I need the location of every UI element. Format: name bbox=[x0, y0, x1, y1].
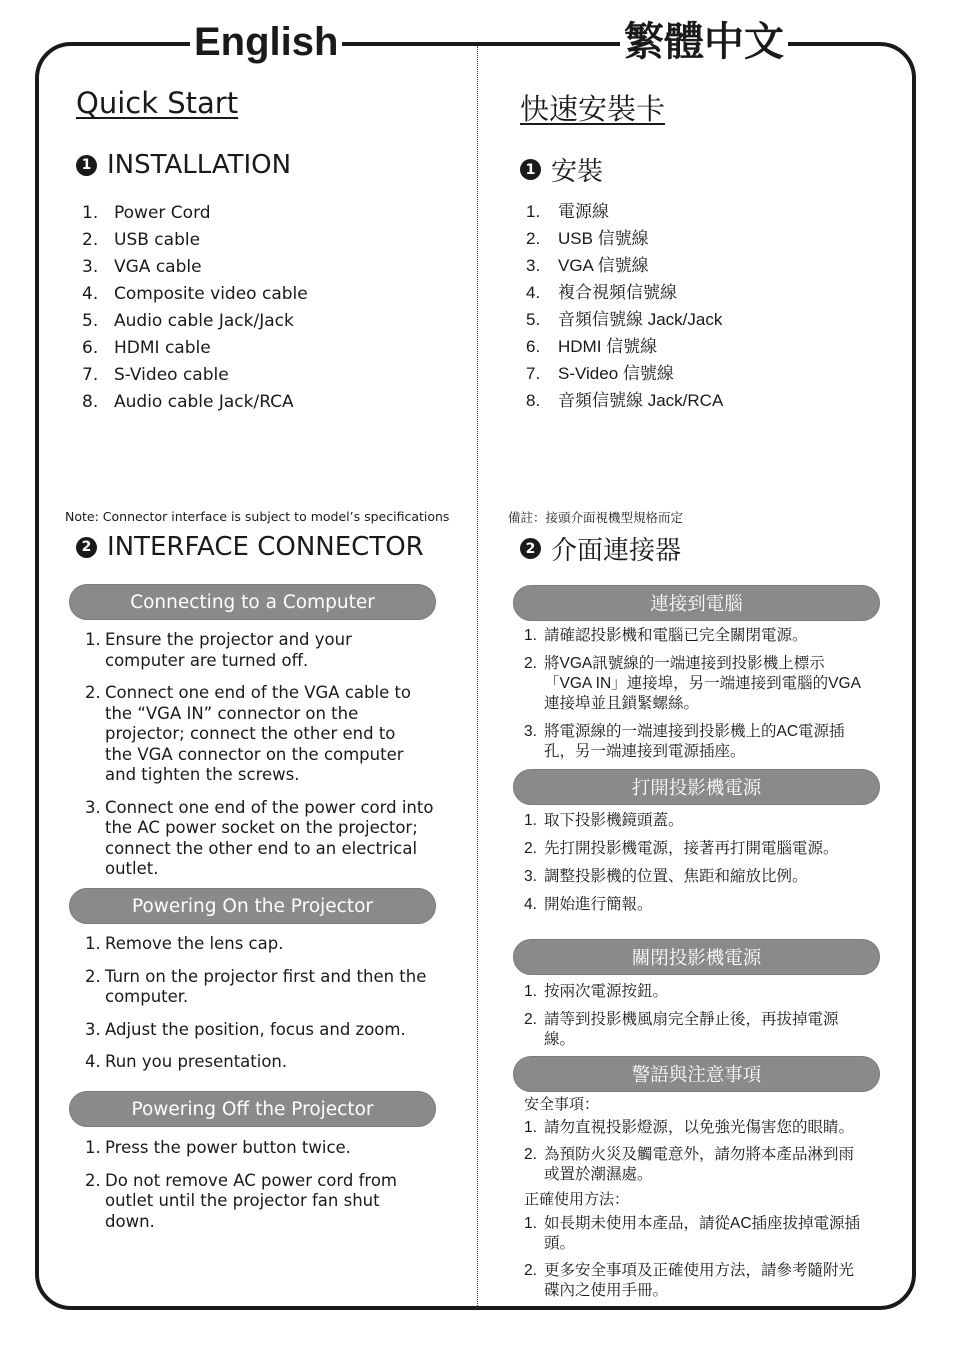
english-installation-list bbox=[82, 200, 308, 416]
list-item: 1. Remove the lens cap. bbox=[85, 934, 284, 953]
column-divider bbox=[477, 46, 478, 1308]
list-item: 8. 音頻信號線 Jack/RCA bbox=[526, 391, 724, 410]
list-item: 2. Connect one end of the VGA cable to the “VGA IN” connector on the projector; connect the other end to the VGA connector on the computer and tighten the screws. bbox=[85, 683, 412, 784]
powering-off-steps bbox=[85, 1138, 430, 1232]
powering-on-section-label: Powering On the Projector bbox=[69, 888, 436, 924]
list-item: 4. 開始進行簡報。 bbox=[524, 896, 653, 913]
list-item: 2. 先打開投影機電源，接著再打開電腦電源。 bbox=[524, 840, 839, 857]
list-item: 1. Press the power button twice. bbox=[85, 1138, 351, 1157]
english-installation-heading bbox=[76, 150, 291, 180]
powering-off-section-label: Powering Off the Projector bbox=[69, 1091, 436, 1127]
list-item: 3. VGA 信號線 bbox=[526, 256, 649, 275]
zh-powering-off-section-label: 關閉投影機電源 bbox=[513, 939, 880, 975]
installation-heading-text: 安裝 bbox=[551, 156, 604, 186]
list-item: 5. 音頻信號線 Jack/Jack bbox=[526, 310, 723, 329]
chinese-interface-heading bbox=[520, 530, 681, 567]
list-item: 2. USB cable bbox=[82, 230, 201, 250]
list-item: 1. 電源線 bbox=[526, 202, 609, 221]
list-item: 2. 將VGA訊號線的一端連接到投影機上標示「VGA IN」連接埠，另一端連接到電腦的VGA連接埠並且鎖緊螺絲。 bbox=[524, 655, 861, 712]
list-item: 1. 請勿直視投影燈源，以免強光傷害您的眼睛。 bbox=[524, 1119, 855, 1136]
zh-connecting-section-label: 連接到電腦 bbox=[513, 585, 880, 621]
list-item: 3. Adjust the position, focus and zoom. bbox=[85, 1019, 406, 1039]
list-item: 2. 為預防火災及觸電意外，請勿將本產品淋到雨或置於潮濕處。 bbox=[524, 1146, 855, 1183]
installation-heading-text: INSTALLATION bbox=[107, 150, 292, 180]
powering-on-steps bbox=[85, 934, 430, 1073]
zh-safety-steps bbox=[524, 1118, 869, 1185]
list-item: 7. S-Video 信號線 bbox=[526, 364, 674, 383]
connecting-steps bbox=[85, 630, 435, 880]
chinese-quick-start-title: 快速安裝卡 bbox=[520, 94, 666, 126]
interface-heading-text: 介面連接器 bbox=[551, 535, 682, 565]
zh-connecting-steps bbox=[524, 626, 869, 762]
list-item: 1. 如長期未使用本產品，請從AC插座拔掉電源插頭。 bbox=[524, 1215, 861, 1252]
english-connector-note: Note: Connector interface is subject to model’s specifications bbox=[65, 509, 450, 524]
list-item: 1. 取下投影機鏡頭蓋。 bbox=[524, 812, 684, 829]
connecting-section-label: Connecting to a Computer bbox=[69, 584, 436, 620]
list-item: 2. 更多安全事項及正確使用方法，請參考隨附光碟內之使用手冊。 bbox=[524, 1262, 855, 1299]
english-interface-heading bbox=[76, 532, 424, 562]
list-item: 4. 複合視頻信號線 bbox=[526, 283, 677, 302]
list-item: 7. S-Video cable bbox=[82, 365, 229, 385]
list-item: 3. 將電源線的一端連接到投影機上的AC電源插孔，另一端連接到電源插座。 bbox=[524, 723, 845, 760]
list-item: 1. Ensure the projector and your computer are turned off. bbox=[85, 630, 352, 670]
chinese-installation-list bbox=[526, 198, 723, 414]
list-item: 4. Run you presentation. bbox=[85, 1052, 288, 1071]
chinese-connector-note: 備註：接頭介面視機型規格而定 bbox=[508, 511, 684, 525]
list-item: 2. USB 信號線 bbox=[526, 229, 649, 248]
chinese-installation-heading bbox=[520, 151, 603, 188]
zh-safety-heading: 安全事項： bbox=[524, 1096, 600, 1113]
zh-warnings-section-label: 警語與注意事項 bbox=[513, 1056, 880, 1092]
zh-usage-steps bbox=[524, 1214, 869, 1301]
english-quick-start-title: Quick Start bbox=[76, 86, 239, 120]
chinese-language-label: 繁體中文 bbox=[620, 18, 788, 66]
section-number-badge: 1 bbox=[520, 159, 541, 180]
list-item: 3. Connect one end of the power cord into the AC power socket on the projector; connect the other end to an electrical outlet. bbox=[85, 797, 434, 878]
zh-usage-heading: 正確使用方法： bbox=[524, 1191, 630, 1208]
zh-powering-off-steps bbox=[524, 982, 869, 1050]
list-item: 1. Power Cord bbox=[82, 203, 211, 223]
list-item: 2. Turn on the projector first and then the computer. bbox=[85, 966, 427, 1006]
list-item: 8. Audio cable Jack/RCA bbox=[82, 392, 294, 412]
list-item: 4. Composite video cable bbox=[82, 284, 308, 304]
section-number-badge: 2 bbox=[76, 537, 97, 558]
zh-powering-on-section-label: 打開投影機電源 bbox=[513, 769, 880, 805]
list-item: 1. 按兩次電源按鈕。 bbox=[524, 983, 669, 1000]
list-item: 1. 請確認投影機和電腦已完全關閉電源。 bbox=[524, 627, 808, 644]
interface-heading-text: INTERFACE CONNECTOR bbox=[107, 532, 424, 562]
list-item: 2. Do not remove AC power cord from outlet until the projector fan shut down. bbox=[85, 1170, 397, 1231]
zh-powering-on-steps bbox=[524, 811, 869, 915]
list-item: 5. Audio cable Jack/Jack bbox=[82, 311, 294, 331]
list-item: 3. VGA cable bbox=[82, 257, 202, 277]
english-language-label: English bbox=[190, 18, 342, 66]
list-item: 6. HDMI cable bbox=[82, 338, 211, 358]
section-number-badge: 2 bbox=[520, 538, 541, 559]
list-item: 3. 調整投影機的位置、焦距和縮放比例。 bbox=[524, 868, 808, 885]
list-item: 6. HDMI 信號線 bbox=[526, 337, 658, 356]
section-number-badge: 1 bbox=[76, 155, 97, 176]
list-item: 2. 請等到投影機風扇完全靜止後，再拔掉電源線。 bbox=[524, 1011, 839, 1048]
